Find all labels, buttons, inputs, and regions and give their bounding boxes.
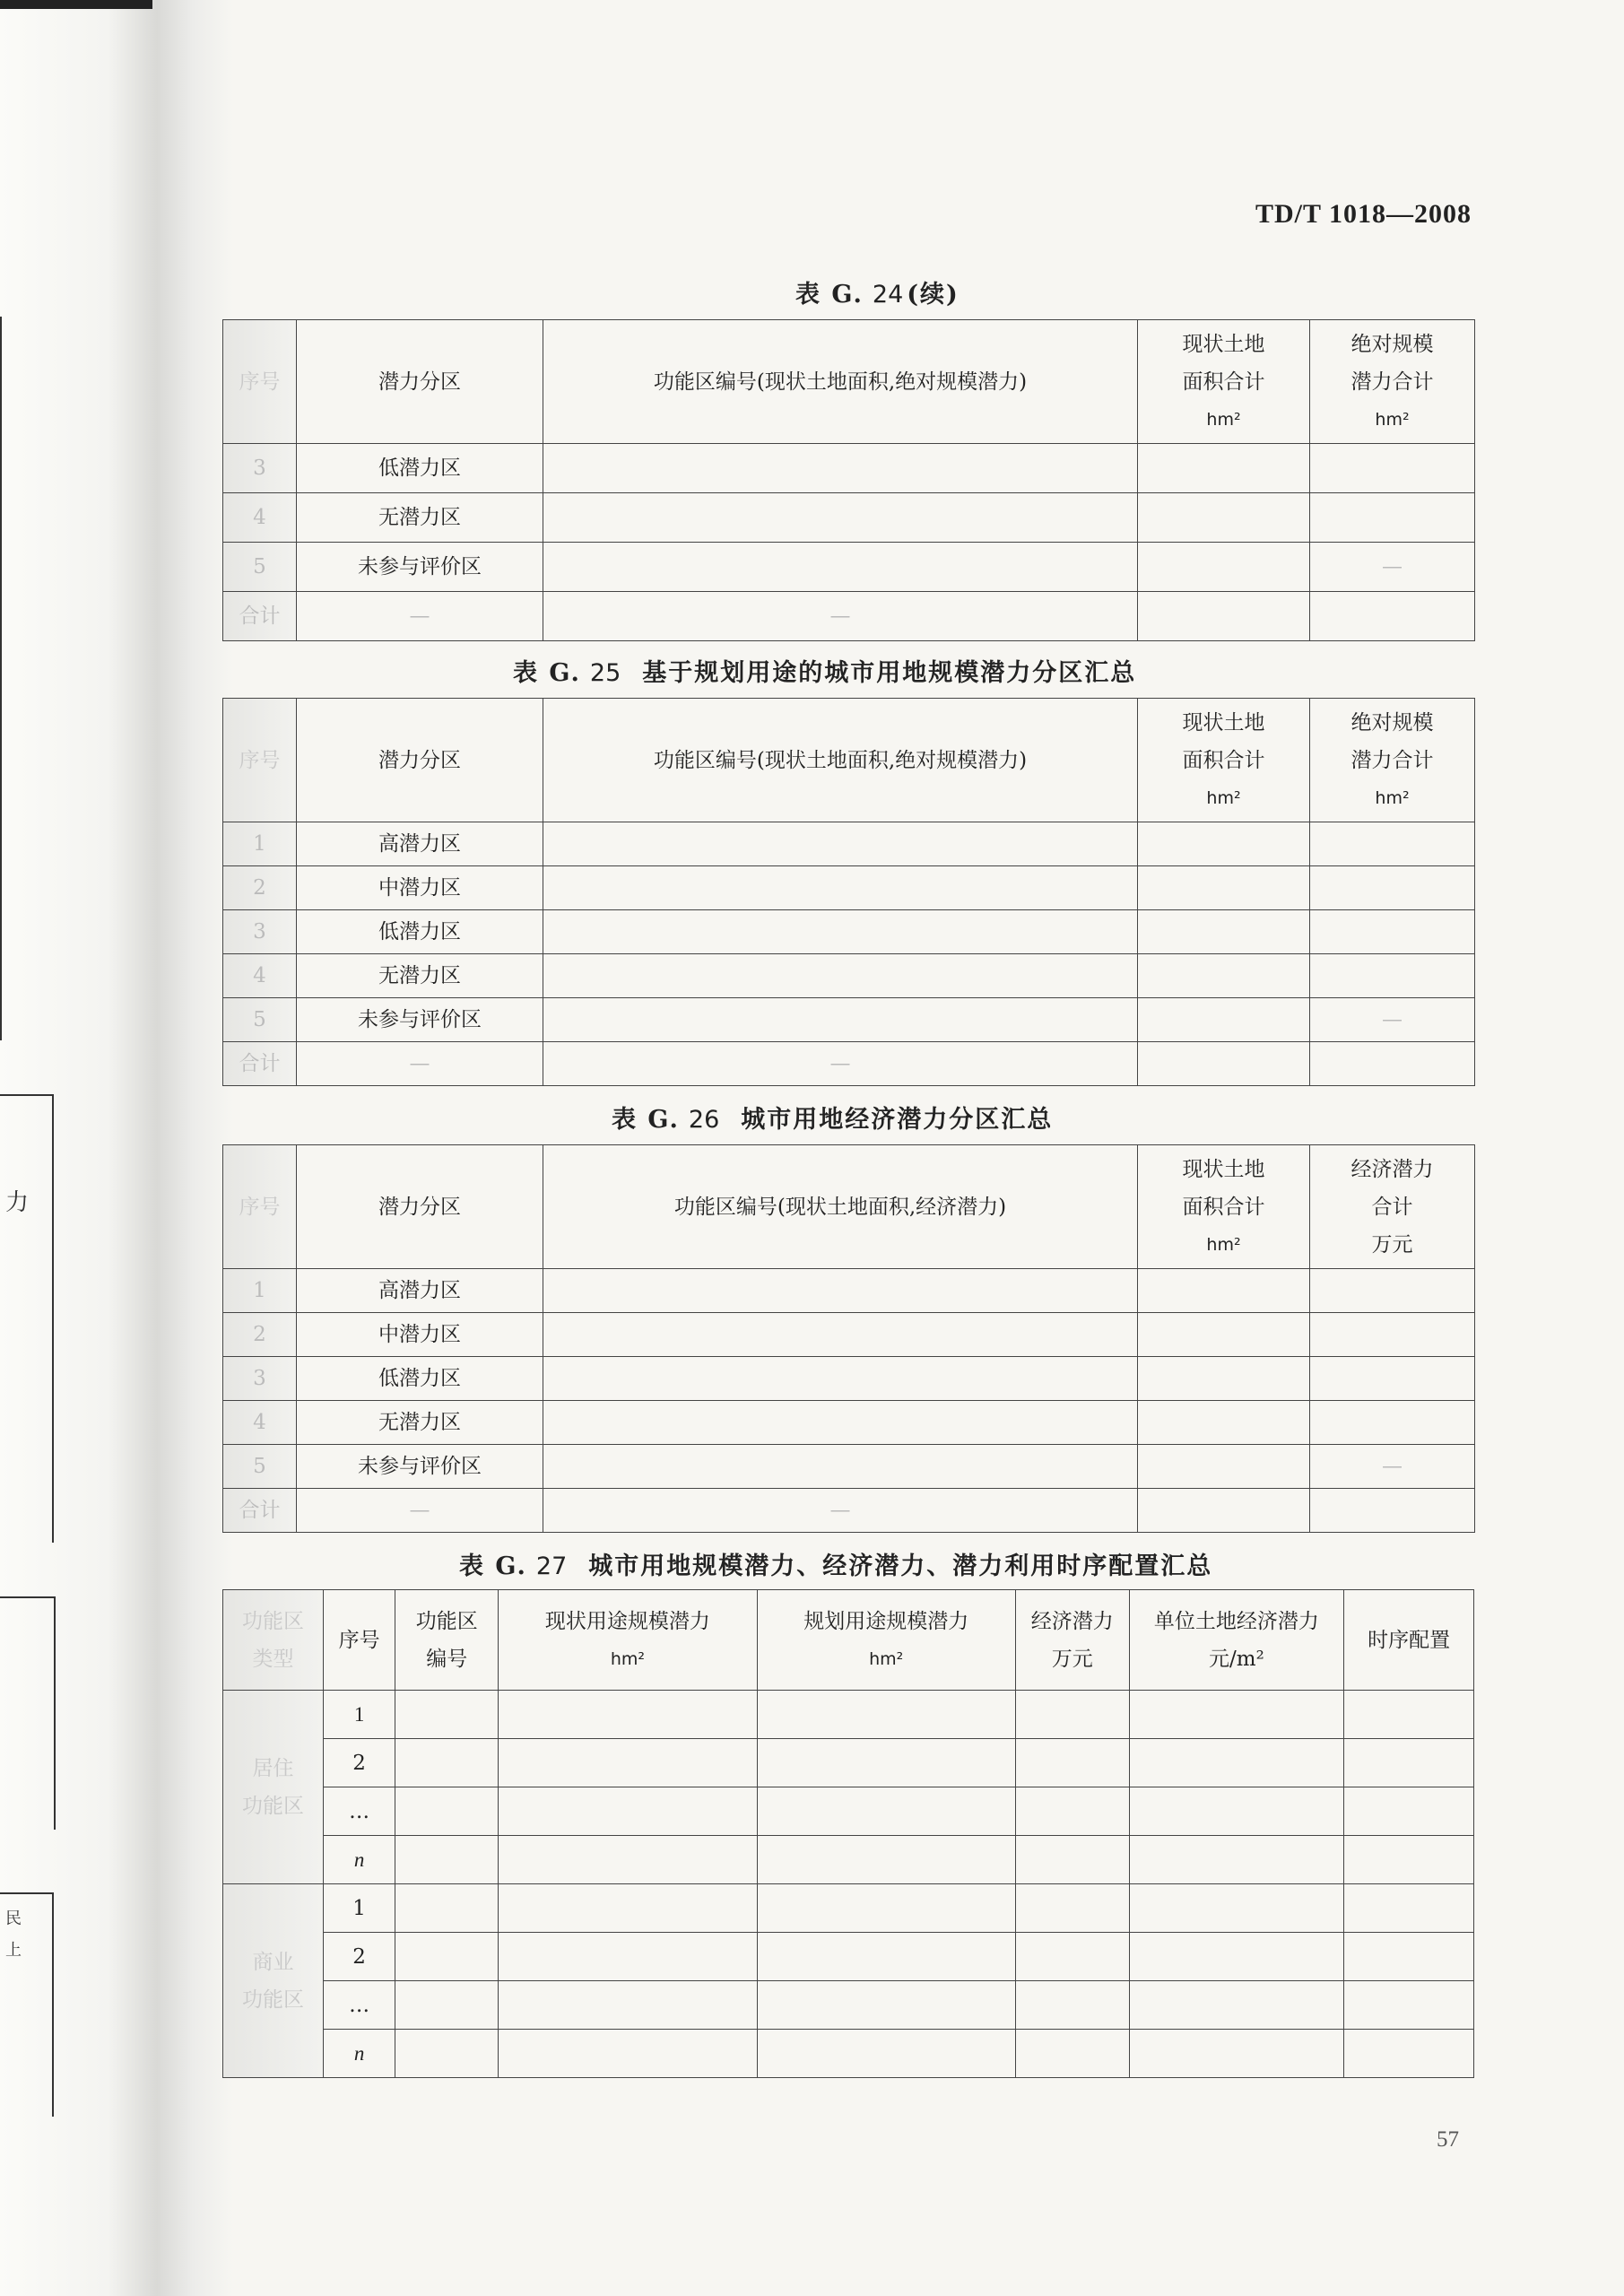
row-econ	[1310, 1401, 1475, 1445]
header-econ-l2: 合计	[1371, 1195, 1413, 1219]
cell	[757, 1787, 1015, 1836]
table-row	[223, 954, 1475, 998]
cell	[757, 1981, 1015, 2030]
table-row	[223, 493, 1475, 543]
header-unit-econ-l1: 单位土地经济潜力	[1153, 1609, 1319, 1633]
table-g26	[222, 1144, 1475, 1533]
cell	[395, 1981, 499, 2030]
row-func	[543, 1313, 1138, 1357]
header-func: 功能区编号(现状土地面积,绝对规模潜力)	[543, 320, 1138, 444]
row-seq: 2	[323, 1933, 395, 1981]
row-func	[543, 866, 1138, 910]
row-zone: 低潜力区	[297, 1357, 543, 1401]
table-total-row	[223, 1042, 1475, 1086]
table-row	[223, 1401, 1475, 1445]
row-zone: —	[297, 592, 543, 641]
row-func: —	[543, 1042, 1138, 1086]
header-area-unit: hm²	[1206, 787, 1241, 808]
standard-code: TD/T 1018—2008	[1255, 199, 1472, 229]
cell	[499, 1787, 757, 1836]
caption-label: 表 G.	[459, 1552, 527, 1580]
caption-number: 27	[535, 1552, 568, 1580]
header-area	[1138, 1145, 1310, 1269]
header-unit-econ	[1129, 1590, 1344, 1691]
row-seq: 合计	[223, 592, 297, 641]
header-area	[1138, 699, 1310, 822]
header-area-l2: 面积合计	[1182, 1195, 1265, 1219]
cell	[1015, 1884, 1129, 1933]
prev-page-rule	[54, 1596, 56, 1830]
table-header-row	[223, 320, 1475, 444]
header-type	[223, 1590, 324, 1691]
cell	[1344, 1884, 1474, 1933]
cell	[499, 1739, 757, 1787]
cell	[499, 1836, 757, 1884]
prev-page-rule	[52, 1892, 54, 2117]
cell	[1015, 1933, 1129, 1981]
table-row	[223, 866, 1475, 910]
header-type-l1: 功能区	[241, 1609, 304, 1633]
cell	[757, 1836, 1015, 1884]
table-g27-caption	[459, 1546, 1212, 1581]
row-zone: 无潜力区	[297, 954, 543, 998]
row-func: —	[543, 592, 1138, 641]
header-func	[395, 1590, 499, 1691]
header-zone: 潜力分区	[297, 320, 543, 444]
cell	[395, 2030, 499, 2078]
row-area	[1138, 910, 1310, 954]
page-number: 57	[1437, 2127, 1459, 2152]
row-seq: …	[323, 1787, 395, 1836]
header-area-l1: 现状土地	[1182, 710, 1265, 735]
row-pot	[1310, 444, 1475, 493]
header-seq: 序号	[323, 1590, 395, 1691]
row-pot	[1310, 1042, 1475, 1086]
cell	[499, 2030, 757, 2078]
cell	[1344, 2030, 1474, 2078]
cell	[499, 1884, 757, 1933]
row-econ	[1310, 1489, 1475, 1533]
table-g25	[222, 698, 1475, 1086]
row-seq: 4	[223, 1401, 297, 1445]
header-pot	[1310, 320, 1475, 444]
cell	[757, 1933, 1015, 1981]
row-pot	[1310, 910, 1475, 954]
row-zone: 无潜力区	[297, 493, 543, 543]
row-seq: 合计	[223, 1042, 297, 1086]
cell	[1129, 1933, 1344, 1981]
caption-label: 表 G.	[513, 659, 581, 687]
header-seq: 序号	[223, 699, 297, 822]
cell	[499, 1691, 757, 1739]
header-area	[1138, 320, 1310, 444]
row-seq: n	[323, 1836, 395, 1884]
header-area-l1: 现状土地	[1182, 1157, 1265, 1181]
cell	[395, 1739, 499, 1787]
row-pot	[1310, 592, 1475, 641]
header-pot-l2: 潜力合计	[1350, 370, 1434, 394]
table-total-row	[223, 1489, 1475, 1533]
row-func	[543, 954, 1138, 998]
caption-label: 表 G.	[795, 281, 864, 309]
row-zone: 高潜力区	[297, 1269, 543, 1313]
row-pot: —	[1310, 998, 1475, 1042]
header-plan-unit: hm²	[869, 1648, 904, 1669]
header-econ	[1015, 1590, 1129, 1691]
row-area	[1138, 1445, 1310, 1489]
row-seq: 4	[223, 493, 297, 543]
table-header-row	[223, 1145, 1475, 1269]
cell	[395, 1787, 499, 1836]
row-area	[1138, 822, 1310, 866]
header-econ	[1310, 1145, 1475, 1269]
cell	[1015, 1981, 1129, 2030]
table-row	[223, 998, 1475, 1042]
row-func	[543, 1357, 1138, 1401]
table-header-row	[223, 1590, 1474, 1691]
table-row	[223, 1739, 1474, 1787]
table-row	[223, 1313, 1475, 1357]
caption-title: (续)	[907, 281, 960, 309]
row-func	[543, 543, 1138, 592]
caption-title: 城市用地规模潜力、经济潜力、潜力利用时序配置汇总	[588, 1552, 1213, 1580]
row-func	[543, 910, 1138, 954]
row-zone: 低潜力区	[297, 444, 543, 493]
row-func	[543, 1269, 1138, 1313]
header-current-l1: 现状用途规模潜力	[544, 1609, 710, 1633]
cell	[1015, 1691, 1129, 1739]
header-area-l2: 面积合计	[1182, 748, 1265, 772]
prev-page-char: 上	[5, 1941, 22, 1960]
header-plan-l1: 规划用途规模潜力	[803, 1609, 969, 1633]
table-row	[223, 1357, 1475, 1401]
cell	[757, 2030, 1015, 2078]
cell	[499, 1981, 757, 2030]
cell	[1344, 1739, 1474, 1787]
row-pot	[1310, 493, 1475, 543]
cell	[1344, 1981, 1474, 2030]
row-area	[1138, 1401, 1310, 1445]
cell	[1129, 1836, 1344, 1884]
row-pot	[1310, 866, 1475, 910]
header-type-l2: 类型	[252, 1647, 294, 1671]
cell	[1015, 1787, 1129, 1836]
cell	[395, 1884, 499, 1933]
row-seq: 3	[223, 444, 297, 493]
header-pot-l1: 绝对规模	[1350, 710, 1434, 735]
prev-page-rule	[0, 1094, 54, 1096]
row-pot	[1310, 954, 1475, 998]
row-zone: —	[297, 1489, 543, 1533]
row-econ	[1310, 1313, 1475, 1357]
table-row	[223, 822, 1475, 866]
table-row	[223, 1884, 1474, 1933]
row-seq: 1	[223, 1269, 297, 1313]
row-func	[543, 493, 1138, 543]
cell	[1129, 1884, 1344, 1933]
caption-title: 城市用地经济潜力分区汇总	[741, 1106, 1054, 1134]
table-row	[223, 1787, 1474, 1836]
table-row	[223, 1445, 1475, 1489]
cell	[1344, 1836, 1474, 1884]
row-area	[1138, 1357, 1310, 1401]
row-econ: —	[1310, 1445, 1475, 1489]
table-row	[223, 1691, 1474, 1739]
row-area	[1138, 1269, 1310, 1313]
cell	[757, 1691, 1015, 1739]
table-row	[223, 1981, 1474, 2030]
header-area-unit: hm²	[1206, 409, 1241, 430]
group-residential-l2: 功能区	[241, 1794, 304, 1818]
header-seq: 序号	[223, 320, 297, 444]
row-seq: 2	[323, 1739, 395, 1787]
row-zone: 中潜力区	[297, 866, 543, 910]
caption-title: 基于规划用途的城市用地规模潜力分区汇总	[642, 659, 1137, 687]
prev-page-rule	[0, 1596, 56, 1598]
header-area-l2: 面积合计	[1182, 370, 1265, 394]
header-zone: 潜力分区	[297, 1145, 543, 1269]
header-unit-econ-unit: 元/m²	[1209, 1647, 1264, 1671]
cell	[395, 1933, 499, 1981]
header-current	[499, 1590, 757, 1691]
caption-number: 26	[688, 1106, 720, 1134]
row-zone: 低潜力区	[297, 910, 543, 954]
group-commercial-l2: 功能区	[241, 1987, 304, 2012]
row-zone: 无潜力区	[297, 1401, 543, 1445]
cell	[757, 1739, 1015, 1787]
row-func	[543, 1401, 1138, 1445]
row-area	[1138, 954, 1310, 998]
table-row	[223, 444, 1475, 493]
row-func: —	[543, 1489, 1138, 1533]
caption-number: 24	[872, 281, 904, 309]
row-econ	[1310, 1357, 1475, 1401]
row-seq: 3	[223, 910, 297, 954]
header-func: 功能区编号(现状土地面积,绝对规模潜力)	[543, 699, 1138, 822]
table-g24	[222, 319, 1475, 641]
row-zone: 未参与评价区	[297, 1445, 543, 1489]
row-seq: 1	[323, 1884, 395, 1933]
group-commercial	[223, 1884, 324, 2078]
row-area	[1138, 592, 1310, 641]
header-func: 功能区编号(现状土地面积,经济潜力)	[543, 1145, 1138, 1269]
cell	[395, 1836, 499, 1884]
cell	[395, 1691, 499, 1739]
header-plan	[757, 1590, 1015, 1691]
row-econ	[1310, 1269, 1475, 1313]
top-edge-bar	[0, 0, 152, 9]
row-seq: 5	[223, 998, 297, 1042]
header-area-l1: 现状土地	[1182, 332, 1265, 356]
cell	[1344, 1787, 1474, 1836]
prev-page-char: 力	[5, 1189, 30, 1216]
row-zone: 高潜力区	[297, 822, 543, 866]
header-area-unit: hm²	[1206, 1234, 1241, 1255]
row-area	[1138, 493, 1310, 543]
row-area	[1138, 1042, 1310, 1086]
row-seq: n	[323, 2030, 395, 2078]
header-pot-unit: hm²	[1375, 787, 1410, 808]
row-seq: 2	[223, 1313, 297, 1357]
row-func	[543, 998, 1138, 1042]
header-func-l2: 编号	[426, 1647, 468, 1671]
table-header-row	[223, 699, 1475, 822]
cell	[1015, 2030, 1129, 2078]
header-zone: 潜力分区	[297, 699, 543, 822]
row-seq: …	[323, 1981, 395, 2030]
header-current-unit: hm²	[610, 1648, 645, 1669]
cell	[499, 1933, 757, 1981]
header-pot-l1: 绝对规模	[1350, 332, 1434, 356]
binding-shadow	[0, 0, 233, 2296]
row-seq: 5	[223, 543, 297, 592]
table-row	[223, 1933, 1474, 1981]
row-zone: 中潜力区	[297, 1313, 543, 1357]
group-commercial-l1: 商业	[252, 1950, 294, 1974]
row-zone: —	[297, 1042, 543, 1086]
header-econ-l1: 经济潜力	[1350, 1157, 1434, 1181]
header-econ-l1: 经济潜力	[1030, 1609, 1114, 1633]
header-pot	[1310, 699, 1475, 822]
prev-page-rule	[0, 317, 2, 1040]
prev-page-rule	[0, 1892, 54, 1894]
table-g26-caption	[612, 1100, 1053, 1135]
cell	[1344, 1691, 1474, 1739]
row-seq: 1	[223, 822, 297, 866]
table-row	[223, 1269, 1475, 1313]
row-area	[1138, 866, 1310, 910]
row-zone: 未参与评价区	[297, 998, 543, 1042]
table-g25-caption	[513, 653, 1136, 688]
table-row	[223, 1836, 1474, 1884]
header-econ-unit: 万元	[1051, 1647, 1093, 1671]
table-row	[223, 910, 1475, 954]
row-seq: 1	[323, 1691, 395, 1739]
header-func-l1: 功能区	[415, 1609, 478, 1633]
cell	[1129, 2030, 1344, 2078]
row-func	[543, 1445, 1138, 1489]
row-func	[543, 822, 1138, 866]
header-seq: 序号	[223, 1145, 297, 1269]
cell	[1129, 1981, 1344, 2030]
row-area	[1138, 998, 1310, 1042]
row-seq: 2	[223, 866, 297, 910]
caption-label: 表 G.	[612, 1106, 680, 1134]
header-pot-l2: 潜力合计	[1350, 748, 1434, 772]
cell	[1344, 1933, 1474, 1981]
row-area	[1138, 1313, 1310, 1357]
row-func	[543, 444, 1138, 493]
row-seq: 4	[223, 954, 297, 998]
row-pot	[1310, 822, 1475, 866]
row-area	[1138, 543, 1310, 592]
cell	[1129, 1787, 1344, 1836]
header-econ-unit: 万元	[1371, 1232, 1413, 1257]
table-row	[223, 2030, 1474, 2078]
table-total-row	[223, 592, 1475, 641]
row-seq: 3	[223, 1357, 297, 1401]
prev-page-char: 民	[5, 1909, 22, 1928]
table-g24-caption	[795, 274, 960, 309]
header-pot-unit: hm²	[1375, 409, 1410, 430]
row-area	[1138, 444, 1310, 493]
row-pot: —	[1310, 543, 1475, 592]
cell	[1129, 1691, 1344, 1739]
table-g27	[222, 1589, 1474, 2078]
group-residential-l1: 居住	[252, 1756, 294, 1780]
row-zone: 未参与评价区	[297, 543, 543, 592]
cell	[757, 1884, 1015, 1933]
row-seq: 合计	[223, 1489, 297, 1533]
group-residential	[223, 1691, 324, 1884]
header-order: 时序配置	[1344, 1590, 1474, 1691]
caption-number: 25	[589, 659, 621, 687]
row-seq: 5	[223, 1445, 297, 1489]
row-area	[1138, 1489, 1310, 1533]
cell	[1015, 1739, 1129, 1787]
table-row	[223, 543, 1475, 592]
cell	[1129, 1739, 1344, 1787]
cell	[1015, 1836, 1129, 1884]
prev-page-rule	[52, 1094, 54, 1543]
